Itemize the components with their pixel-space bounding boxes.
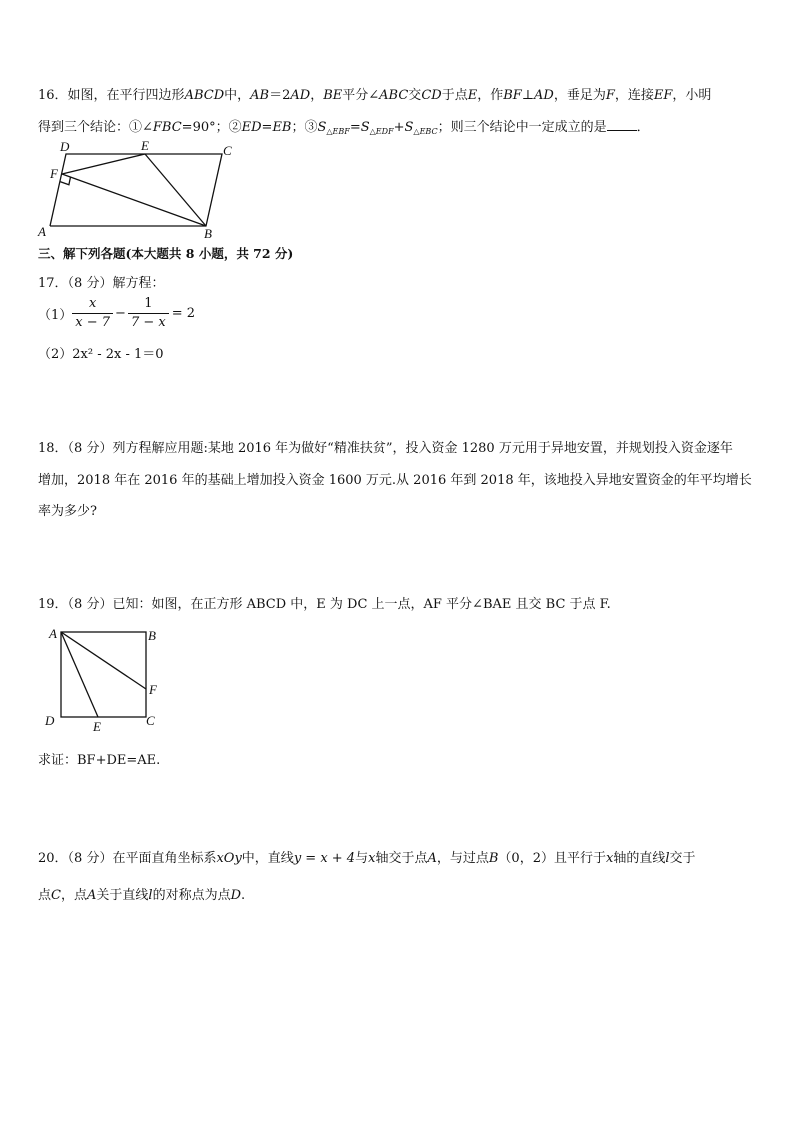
q17-part2: （2）2x² - 2x - 1＝0	[38, 347, 164, 362]
square-abcd	[61, 632, 146, 717]
q20-line1: 20．（8 分）在平面直角坐标系xOy中，直线y = x + 4与x轴交于点A，与过点B（0，2）且平行于x轴的直线l交于	[38, 851, 696, 866]
q16-parallelogram-figure	[30, 136, 230, 240]
fraction-x-over-x-minus-7: $\frac{x}{x - 7}$	[72, 296, 113, 332]
label-d: D	[45, 713, 55, 728]
q16-line2: 得到三个结论：①∠FBC=90°；②ED=EB；$③S_{\triangle EBF}=S_{\triangle EDF}+S_{\triangle EBC}$；则三个结论中一定成立的是 ．	[38, 120, 650, 136]
q20-line2: 点C，点A关于直线l的对称点为点D.	[38, 888, 246, 903]
q18-line3: 率为多少?	[38, 504, 97, 519]
label-a: A	[49, 626, 57, 641]
right-angle-mark	[60, 177, 70, 185]
label-c: C	[146, 713, 155, 728]
label-e: E	[93, 719, 101, 734]
segment-ef	[62, 154, 145, 174]
label-e: E	[141, 138, 149, 153]
q18-line2: 增加，2018 年在 2016 年的基础上增加投入资金 1600 万元.从 2016 年到 2018 年，该地投入异地安置资金的年平均增长	[38, 473, 752, 488]
label-a: A	[38, 224, 46, 239]
q17-heading: 17．（8 分）解方程：	[38, 276, 165, 291]
q19-square-figure	[40, 624, 170, 736]
label-c: C	[223, 143, 232, 158]
fraction-1-over-7-minus-x: $\frac{1}{7 - x}$	[128, 296, 169, 332]
section-3-title: 三、解下列各题(本大题共 8 小题，共 72 分)	[38, 246, 294, 261]
answer-blank[interactable]	[607, 119, 637, 131]
label-b: B	[148, 628, 156, 643]
label-f: F	[50, 166, 58, 181]
label-d: D	[60, 139, 70, 154]
q19-line1: 19．（8 分）已知：如图，在正方形 ABCD 中，E 为 DC 上一点，AF 平分∠BAE 且交 BC 于点 F.	[38, 597, 611, 612]
q17-part1: （1） $\frac{x}{x - 7}$ − $\frac{1}{7 - x}$ = 2	[38, 296, 196, 331]
label-f: F	[149, 682, 157, 697]
q18-line1: 18．（8 分）列方程解应用题:某地 2016 年为做好“精准扶贫”，投入资金 1280 万元用于异地安置，并规划投入资金逐年	[38, 441, 733, 456]
q19-prove: 求证：BF+DE=AE.	[38, 753, 161, 768]
label-b: B	[204, 226, 212, 241]
q16-line1: 16．如图，在平行四边形ABCD中，AB＝2AD，BE平分∠ABC交CD于点E，作BF⊥AD，垂足为F，连接EF，小明	[38, 88, 712, 103]
